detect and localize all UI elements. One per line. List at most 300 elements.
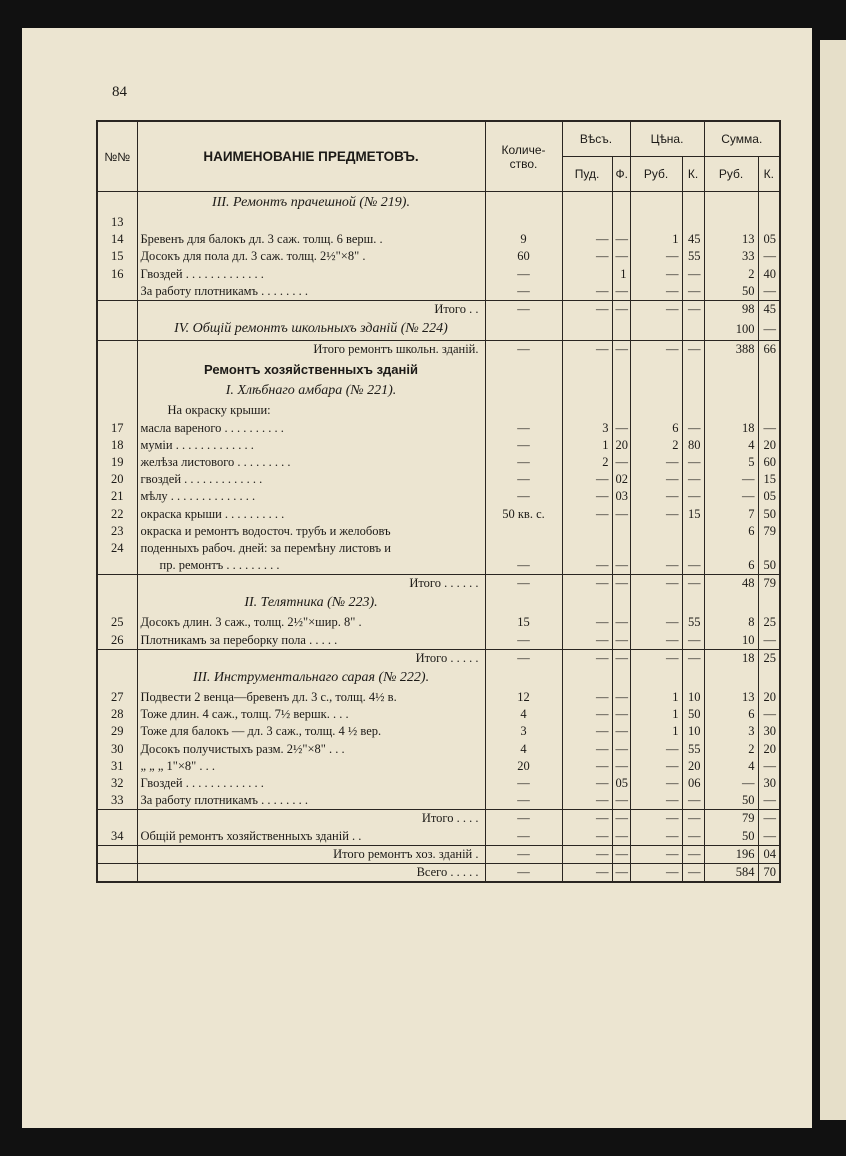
cell-rub — [630, 523, 682, 540]
cell-no: 19 — [97, 454, 137, 471]
header-weight: Вѣсъ. — [562, 121, 630, 157]
cell-pud — [562, 380, 612, 402]
cell-k: 10 — [682, 689, 704, 706]
cell-srub — [704, 192, 758, 215]
cell-desc: На окраску крыши: — [137, 402, 485, 419]
cell-f: — — [612, 792, 630, 810]
cell-f — [612, 192, 630, 215]
cell-pud: — — [562, 758, 612, 775]
cell-pud: — — [562, 741, 612, 758]
cell-rub: — — [630, 283, 682, 301]
cell-rub: — — [630, 758, 682, 775]
table-row — [97, 575, 780, 593]
cell-desc: Досокъ для пола дл. 3 саж. толщ. 2½"×8" . — [137, 248, 485, 265]
cell-no — [97, 300, 137, 318]
cell-k — [682, 214, 704, 231]
cell-sk: — — [758, 420, 780, 437]
cell-no: 30 — [97, 741, 137, 758]
cell-no — [97, 810, 137, 828]
table-row — [97, 248, 780, 265]
cell-f — [612, 358, 630, 380]
cell-sk: 25 — [758, 649, 780, 667]
table-row — [97, 632, 780, 650]
cell-desc: Плотникамъ за переборку пола . . . . . — [137, 632, 485, 650]
cell-rub: — — [630, 266, 682, 283]
cell-srub — [704, 592, 758, 614]
cell-f: — — [612, 863, 630, 882]
cell-pud: — — [562, 723, 612, 740]
cell-k: — — [682, 341, 704, 359]
table-row — [97, 689, 780, 706]
cell-no: 22 — [97, 505, 137, 522]
cell-desc — [137, 214, 485, 231]
header-k: К. — [682, 157, 704, 192]
cell-srub: 2 — [704, 266, 758, 283]
cell-no: 15 — [97, 248, 137, 265]
cell-srub: 6 — [704, 557, 758, 575]
cell-f — [612, 214, 630, 231]
cell-f: — — [612, 248, 630, 265]
cell-desc: окраска и ремонтъ водосточ. трубъ и желобовъ — [137, 523, 485, 540]
cell-k: — — [682, 792, 704, 810]
cell-pud: — — [562, 341, 612, 359]
cell-qty: — — [485, 266, 562, 283]
cell-pud: — — [562, 810, 612, 828]
cell-sk — [758, 214, 780, 231]
cell-srub: 10 — [704, 632, 758, 650]
table-row — [97, 592, 780, 614]
cell-rub: — — [630, 248, 682, 265]
cell-sk — [758, 667, 780, 689]
cell-srub: 7 — [704, 505, 758, 522]
cell-f: — — [612, 575, 630, 593]
cell-qty: — — [485, 454, 562, 471]
cell-rub: — — [630, 863, 682, 882]
cell-srub: 98 — [704, 300, 758, 318]
cell-rub — [630, 318, 682, 341]
cell-qty — [485, 540, 562, 557]
cell-no — [97, 863, 137, 882]
cell-f: — — [612, 557, 630, 575]
cell-qty — [485, 592, 562, 614]
cell-sk — [758, 540, 780, 557]
cell-pud: — — [562, 231, 612, 248]
cell-qty — [485, 214, 562, 231]
cell-k: — — [682, 300, 704, 318]
cell-srub: 18 — [704, 649, 758, 667]
cell-pud: — — [562, 575, 612, 593]
cell-desc: Досокъ получистыхъ разм. 2½"×8" . . . — [137, 741, 485, 758]
cell-f: — — [612, 632, 630, 650]
cell-qty — [485, 402, 562, 419]
cell-sk: 15 — [758, 471, 780, 488]
cell-qty: 3 — [485, 723, 562, 740]
table-row — [97, 827, 780, 845]
cell-qty: — — [485, 557, 562, 575]
table-row — [97, 758, 780, 775]
cell-k: — — [682, 266, 704, 283]
cell-sk: — — [758, 283, 780, 301]
cell-sk: 05 — [758, 231, 780, 248]
table-row — [97, 863, 780, 882]
table-row — [97, 192, 780, 215]
cell-srub: 8 — [704, 614, 758, 631]
cell-f: 20 — [612, 437, 630, 454]
cell-no: 23 — [97, 523, 137, 540]
cell-rub: — — [630, 810, 682, 828]
cell-rub: — — [630, 575, 682, 593]
cell-pud: — — [562, 792, 612, 810]
cell-sk: — — [758, 792, 780, 810]
cell-f: 1 — [612, 266, 630, 283]
table-row — [97, 283, 780, 301]
cell-pud: — — [562, 300, 612, 318]
cell-no — [97, 557, 137, 575]
table-row — [97, 810, 780, 828]
cell-k: — — [682, 471, 704, 488]
cell-sk — [758, 380, 780, 402]
cell-sk — [758, 592, 780, 614]
cell-sk: — — [758, 810, 780, 828]
cell-desc: Общій ремонтъ хозяйственныхъ зданій . . — [137, 827, 485, 845]
cell-pud — [562, 318, 612, 341]
cell-sk: — — [758, 632, 780, 650]
cell-no — [97, 341, 137, 359]
cell-f — [612, 540, 630, 557]
cell-no: 18 — [97, 437, 137, 454]
cell-no — [97, 318, 137, 341]
header-sum-rub: Руб. — [704, 157, 758, 192]
header-pud: Пуд. — [562, 157, 612, 192]
cell-desc: Подвести 2 венца—бревенъ дл. 3 с., толщ. 4½ в. — [137, 689, 485, 706]
cell-pud: — — [562, 689, 612, 706]
cell-qty: 50 кв. с. — [485, 505, 562, 522]
cell-sk: 25 — [758, 614, 780, 631]
table-row — [97, 741, 780, 758]
cell-rub: — — [630, 632, 682, 650]
cell-srub — [704, 380, 758, 402]
cell-desc: I. Хлѣбнаго амбара (№ 221). — [137, 380, 485, 402]
cell-desc: Итого ремонтъ хоз. зданій . — [137, 845, 485, 863]
cell-k — [682, 380, 704, 402]
cell-f: — — [612, 649, 630, 667]
cell-srub: 6 — [704, 706, 758, 723]
cell-sk: 50 — [758, 557, 780, 575]
cell-rub: — — [630, 488, 682, 505]
cell-f: — — [612, 827, 630, 845]
cell-pud: — — [562, 845, 612, 863]
cell-k — [682, 402, 704, 419]
cell-srub — [704, 402, 758, 419]
cell-srub: 6 — [704, 523, 758, 540]
cell-f: — — [612, 454, 630, 471]
cell-qty: — — [485, 488, 562, 505]
cell-rub: — — [630, 775, 682, 792]
cell-qty: — — [485, 827, 562, 845]
cell-no: 17 — [97, 420, 137, 437]
cell-k: 10 — [682, 723, 704, 740]
cell-sk: 60 — [758, 454, 780, 471]
cell-k: 15 — [682, 505, 704, 522]
cell-srub — [704, 214, 758, 231]
cell-f: — — [612, 341, 630, 359]
cell-qty: — — [485, 792, 562, 810]
cell-k — [682, 358, 704, 380]
cell-no — [97, 845, 137, 863]
cell-srub: 18 — [704, 420, 758, 437]
cell-k: — — [682, 649, 704, 667]
cell-no — [97, 649, 137, 667]
cell-srub: 584 — [704, 863, 758, 882]
cell-f: — — [612, 741, 630, 758]
table-row — [97, 380, 780, 402]
cell-pud: — — [562, 488, 612, 505]
cell-qty: 4 — [485, 706, 562, 723]
cell-sk: 79 — [758, 575, 780, 593]
cell-f: — — [612, 810, 630, 828]
cell-f: — — [612, 231, 630, 248]
cell-rub: — — [630, 845, 682, 863]
cell-f: — — [612, 614, 630, 631]
cell-qty: 60 — [485, 248, 562, 265]
cell-f: — — [612, 300, 630, 318]
cell-no — [97, 592, 137, 614]
cell-no — [97, 575, 137, 593]
cell-no: 16 — [97, 266, 137, 283]
cell-srub: 4 — [704, 437, 758, 454]
cell-sk: 40 — [758, 266, 780, 283]
cell-srub: 33 — [704, 248, 758, 265]
cell-desc: IV. Общій ремонтъ школьныхъ зданій (№ 224) — [137, 318, 485, 341]
cell-f: — — [612, 758, 630, 775]
cell-sk: — — [758, 758, 780, 775]
cell-f: — — [612, 505, 630, 522]
cell-k: — — [682, 827, 704, 845]
cell-rub — [630, 358, 682, 380]
table-row — [97, 723, 780, 740]
cell-desc: II. Телятника (№ 223). — [137, 592, 485, 614]
cell-f — [612, 667, 630, 689]
cell-rub: — — [630, 649, 682, 667]
cell-qty: — — [485, 283, 562, 301]
cell-qty: — — [485, 845, 562, 863]
cell-srub: — — [704, 471, 758, 488]
cell-rub: — — [630, 341, 682, 359]
table-row — [97, 454, 780, 471]
cell-sk: 04 — [758, 845, 780, 863]
cell-rub — [630, 592, 682, 614]
cell-qty — [485, 358, 562, 380]
cell-no: 24 — [97, 540, 137, 557]
cell-rub — [630, 540, 682, 557]
cell-no: 28 — [97, 706, 137, 723]
cell-f: — — [612, 723, 630, 740]
cell-sk: 70 — [758, 863, 780, 882]
cell-desc: Бревенъ для балокъ дл. 3 саж. толщ. 6 верш. . — [137, 231, 485, 248]
cell-rub: — — [630, 614, 682, 631]
cell-pud: — — [562, 632, 612, 650]
table-row — [97, 318, 780, 341]
cell-srub: 13 — [704, 231, 758, 248]
cell-desc: Итого . . . . . — [137, 649, 485, 667]
cell-qty: — — [485, 863, 562, 882]
cell-rub: — — [630, 827, 682, 845]
cell-desc: Тоже длин. 4 саж., толщ. 7½ вершк. . . . — [137, 706, 485, 723]
table-row — [97, 649, 780, 667]
table-row — [97, 266, 780, 283]
cell-k: 45 — [682, 231, 704, 248]
cell-f — [612, 523, 630, 540]
cell-k: 55 — [682, 614, 704, 631]
cell-k: — — [682, 283, 704, 301]
cell-sk: — — [758, 706, 780, 723]
cell-no — [97, 380, 137, 402]
cell-f — [612, 318, 630, 341]
cell-qty: — — [485, 471, 562, 488]
cell-qty: — — [485, 575, 562, 593]
cell-k: — — [682, 632, 704, 650]
cell-desc: Всего . . . . . — [137, 863, 485, 882]
cell-pud: — — [562, 706, 612, 723]
cell-no: 20 — [97, 471, 137, 488]
cell-desc: За работу плотникамъ . . . . . . . . — [137, 792, 485, 810]
cell-k: — — [682, 557, 704, 575]
cell-no: 33 — [97, 792, 137, 810]
cell-k: 20 — [682, 758, 704, 775]
cell-pud: — — [562, 248, 612, 265]
table-row — [97, 471, 780, 488]
cell-srub: 4 — [704, 758, 758, 775]
cell-desc: поденныхъ рабоч. дней: за перемѣну листовъ и — [137, 540, 485, 557]
cell-srub: 13 — [704, 689, 758, 706]
cell-f — [612, 380, 630, 402]
cell-srub: 196 — [704, 845, 758, 863]
cell-k: — — [682, 845, 704, 863]
cell-pud: — — [562, 775, 612, 792]
cell-k: — — [682, 575, 704, 593]
cell-f: — — [612, 845, 630, 863]
cell-sk: 66 — [758, 341, 780, 359]
header-sum-k: К. — [758, 157, 780, 192]
cell-srub: 100 — [704, 318, 758, 341]
cell-pud — [562, 523, 612, 540]
cell-k: — — [682, 420, 704, 437]
cell-pud — [562, 592, 612, 614]
cell-pud: — — [562, 614, 612, 631]
cell-qty: — — [485, 632, 562, 650]
cell-qty: 4 — [485, 741, 562, 758]
cell-desc: „ „ „ 1"×8" . . . — [137, 758, 485, 775]
table-row — [97, 775, 780, 792]
cell-desc: Гвоздей . . . . . . . . . . . . . — [137, 775, 485, 792]
cell-desc: окраска крыши . . . . . . . . . . — [137, 505, 485, 522]
cell-no — [97, 192, 137, 215]
cell-rub: — — [630, 557, 682, 575]
cell-rub — [630, 192, 682, 215]
cell-k: 55 — [682, 741, 704, 758]
cell-k: 06 — [682, 775, 704, 792]
cell-k: — — [682, 810, 704, 828]
cell-pud: 1 — [562, 437, 612, 454]
cell-k: 50 — [682, 706, 704, 723]
cell-srub: — — [704, 775, 758, 792]
cell-no: 21 — [97, 488, 137, 505]
cell-rub: 1 — [630, 723, 682, 740]
cell-srub: 50 — [704, 283, 758, 301]
page-number: 84 — [112, 84, 127, 100]
table-row — [97, 845, 780, 863]
cell-qty: — — [485, 775, 562, 792]
cell-rub: — — [630, 792, 682, 810]
cell-pud: — — [562, 827, 612, 845]
header-rub: Руб. — [630, 157, 682, 192]
cell-no: 32 — [97, 775, 137, 792]
cell-rub: — — [630, 741, 682, 758]
cell-qty — [485, 192, 562, 215]
cell-sk — [758, 358, 780, 380]
cell-k — [682, 540, 704, 557]
header-name: НАИМЕНОВАНІЕ ПРЕДМЕТОВЪ. — [137, 121, 485, 192]
cell-qty: — — [485, 420, 562, 437]
cell-pud — [562, 540, 612, 557]
cell-no: 25 — [97, 614, 137, 631]
cell-rub — [630, 667, 682, 689]
header-f: Ф. — [612, 157, 630, 192]
cell-k: 55 — [682, 248, 704, 265]
cell-no: 27 — [97, 689, 137, 706]
cell-pud: — — [562, 557, 612, 575]
cell-rub: 1 — [630, 231, 682, 248]
cell-f: — — [612, 689, 630, 706]
cell-sk: — — [758, 318, 780, 341]
cell-rub: 2 — [630, 437, 682, 454]
cell-qty: — — [485, 649, 562, 667]
cell-sk: 50 — [758, 505, 780, 522]
cell-no: 26 — [97, 632, 137, 650]
cell-pud: — — [562, 863, 612, 882]
cell-rub: — — [630, 300, 682, 318]
table-row — [97, 402, 780, 419]
header-qty: Количе-ство. — [485, 121, 562, 192]
table-row — [97, 358, 780, 380]
cell-rub: 6 — [630, 420, 682, 437]
cell-no — [97, 402, 137, 419]
cell-srub — [704, 358, 758, 380]
cell-sk: 20 — [758, 437, 780, 454]
cell-desc: Досокъ длин. 3 саж., толщ. 2½"×шир. 8" . — [137, 614, 485, 631]
cell-k: — — [682, 488, 704, 505]
cell-qty: — — [485, 437, 562, 454]
cell-qty: 20 — [485, 758, 562, 775]
cell-rub: 1 — [630, 706, 682, 723]
cell-desc: масла вареного . . . . . . . . . . — [137, 420, 485, 437]
table-row — [97, 667, 780, 689]
cell-desc: III. Ремонтъ прачешной (№ 219). — [137, 192, 485, 215]
cell-no: 14 — [97, 231, 137, 248]
cell-sk: — — [758, 248, 780, 265]
table-row — [97, 557, 780, 575]
table-row — [97, 420, 780, 437]
cell-srub: 48 — [704, 575, 758, 593]
cell-sk: 20 — [758, 741, 780, 758]
cell-rub: — — [630, 471, 682, 488]
next-page-edge — [820, 40, 846, 1120]
cell-qty: — — [485, 300, 562, 318]
table-row — [97, 341, 780, 359]
cell-desc: Гвоздей . . . . . . . . . . . . . — [137, 266, 485, 283]
cell-qty: 12 — [485, 689, 562, 706]
cell-sk: 30 — [758, 723, 780, 740]
